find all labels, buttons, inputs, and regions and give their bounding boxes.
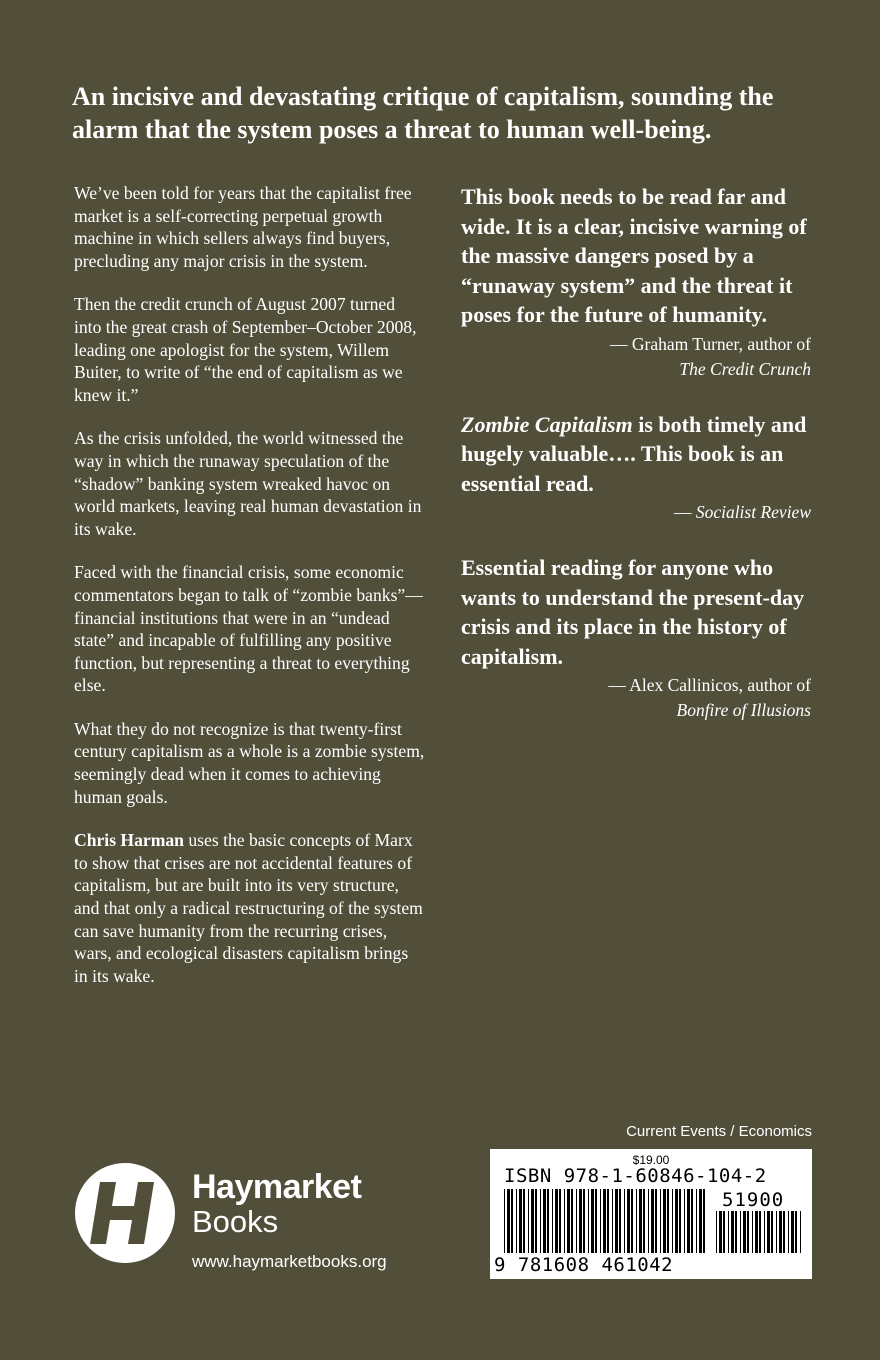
attribution-work: The Credit Crunch bbox=[679, 358, 811, 379]
barcode-bar bbox=[791, 1211, 794, 1253]
barcode-bar bbox=[595, 1189, 597, 1253]
barcode-bar bbox=[624, 1189, 625, 1253]
barcode-bar bbox=[504, 1189, 505, 1253]
barcode-bar bbox=[667, 1189, 669, 1253]
barcode-bar bbox=[776, 1211, 777, 1253]
paragraph-text: uses the basic concepts of Marx to show that crises are not accidental features of capitalism, but are built into its very structure, and that only a radical restructuring of the system can save humanity from the recurring crises, wars, and ecological disasters capitalism brings in its wake. bbox=[74, 830, 423, 986]
barcode-bars bbox=[504, 1189, 708, 1253]
publisher-sub: Books bbox=[192, 1204, 279, 1239]
book-title: Zombie Capitalism bbox=[461, 411, 633, 437]
blurb bbox=[461, 410, 811, 526]
paragraph bbox=[74, 829, 426, 987]
barcode-bar bbox=[543, 1189, 546, 1253]
blurb-attribution bbox=[461, 500, 811, 525]
barcode-bar bbox=[555, 1189, 558, 1253]
barcode-bar bbox=[728, 1211, 729, 1253]
barcode-bar bbox=[687, 1189, 690, 1253]
barcode-bar bbox=[663, 1189, 666, 1253]
barcode-bar bbox=[691, 1189, 693, 1253]
barcode-bar bbox=[800, 1211, 801, 1253]
barcode-bar bbox=[627, 1189, 630, 1253]
blurb-attribution bbox=[461, 332, 811, 382]
barcode-bar bbox=[507, 1189, 510, 1253]
headline: An incisive and devastating critique of capitalism, sounding the alarm that the system poses a threat to human well-being. bbox=[72, 82, 774, 144]
barcode-bar bbox=[511, 1189, 513, 1253]
barcode-bar bbox=[591, 1189, 594, 1253]
barcode-bar bbox=[531, 1189, 534, 1253]
barcode-bar bbox=[576, 1189, 577, 1253]
barcode-bar bbox=[636, 1189, 637, 1253]
barcode-bar bbox=[716, 1211, 717, 1253]
category-label: Current Events / Economics bbox=[626, 1123, 812, 1140]
barcode-bar bbox=[783, 1211, 785, 1253]
barcode-bar bbox=[540, 1189, 541, 1253]
price: $19.00 bbox=[632, 1153, 670, 1167]
attribution-work: Socialist Review bbox=[695, 502, 811, 522]
barcode-bar bbox=[684, 1189, 685, 1253]
barcode-bar bbox=[679, 1189, 681, 1253]
barcode-bar bbox=[535, 1189, 537, 1253]
barcode-bar bbox=[643, 1189, 645, 1253]
barcode-bar bbox=[740, 1211, 741, 1253]
barcode-bar bbox=[583, 1189, 585, 1253]
ean5-bars bbox=[716, 1211, 804, 1253]
attribution-author: — Alex Callinicos, author of bbox=[608, 675, 811, 695]
blurbs bbox=[461, 182, 811, 751]
barcode-bar bbox=[755, 1211, 758, 1253]
barcode-bar bbox=[607, 1189, 609, 1253]
barcode-bar bbox=[779, 1211, 782, 1253]
barcode-bar bbox=[764, 1211, 765, 1253]
barcode-bar bbox=[719, 1211, 722, 1253]
paragraph: We’ve been told for years that the capitalist free market is a self-correcting perpetual growth machine in which sellers always find buyers, precluding any major crisis in the system. bbox=[74, 183, 412, 271]
publisher-name: Haymarket bbox=[192, 1168, 362, 1206]
barcode-bar bbox=[735, 1211, 737, 1253]
barcode-bar bbox=[788, 1211, 789, 1253]
barcode-bar bbox=[696, 1189, 697, 1253]
blurb-quote: This book needs to be read far and wide. It is a clear, incisive warning of the massive dangers posed by a “runaway system” and the threat it poses for the future of humanity. bbox=[461, 184, 807, 327]
barcode-bar bbox=[651, 1189, 654, 1253]
attribution-dash: — bbox=[673, 502, 696, 522]
barcode-bar bbox=[519, 1189, 522, 1253]
barcode-bar bbox=[619, 1189, 621, 1253]
barcode-bar bbox=[648, 1189, 649, 1253]
author-name: Chris Harman bbox=[74, 830, 184, 851]
barcode bbox=[490, 1149, 812, 1279]
ean-number: 9 781608 461042 bbox=[494, 1254, 674, 1276]
barcode-bar bbox=[731, 1211, 734, 1253]
barcode-bar bbox=[672, 1189, 673, 1253]
quote-text: is both timely and hugely valuable…. This book is an essential read. bbox=[461, 411, 807, 496]
publisher-website[interactable]: www.haymarketbooks.org bbox=[192, 1252, 387, 1271]
barcode-bar bbox=[747, 1211, 749, 1253]
barcode-bar bbox=[703, 1189, 705, 1253]
paragraph: Faced with the financial crisis, some economic commentators began to talk of “zombie banks”—financial institutions that were in an “undead state” and incapable of fulfilling any positive function, but representing a threat to everything else. bbox=[74, 562, 423, 696]
barcode-bar bbox=[567, 1189, 570, 1253]
ean5-number: 51900 bbox=[722, 1189, 785, 1211]
barcode-bar bbox=[612, 1189, 613, 1253]
paragraph: What they do not recognize is that twenty-first century capitalism as a whole is a zombie system, seemingly dead when it comes to achieving human goals. bbox=[74, 718, 425, 807]
barcode-bar bbox=[600, 1189, 601, 1253]
barcode-bar bbox=[615, 1189, 618, 1253]
description bbox=[74, 182, 426, 1008]
barcode-bar bbox=[639, 1189, 642, 1253]
barcode-bar bbox=[564, 1189, 565, 1253]
blurb-attribution bbox=[461, 673, 811, 723]
barcode-bar bbox=[588, 1189, 589, 1253]
blurb bbox=[461, 553, 811, 723]
barcode-bar bbox=[675, 1189, 678, 1253]
barcode-bar bbox=[743, 1211, 746, 1253]
attribution-author: — Graham Turner, author of bbox=[609, 333, 811, 354]
barcode-bar bbox=[771, 1211, 773, 1253]
barcode-bar bbox=[655, 1189, 657, 1253]
barcode-bar bbox=[547, 1189, 549, 1253]
barcode-bar bbox=[579, 1189, 582, 1253]
barcode-bar bbox=[603, 1189, 606, 1253]
barcode-bar bbox=[523, 1189, 525, 1253]
blurb bbox=[461, 182, 811, 382]
barcode-bar bbox=[723, 1211, 725, 1253]
barcode-bar bbox=[759, 1211, 761, 1253]
barcode-bar bbox=[516, 1189, 517, 1253]
barcode-bar bbox=[767, 1211, 770, 1253]
blurb-quote bbox=[461, 410, 811, 499]
barcode-bar bbox=[552, 1189, 553, 1253]
blurb-quote: Essential reading for anyone who wants to understand the present-day crisis and its place in the history of capitalism. bbox=[461, 555, 805, 669]
barcode-bar bbox=[571, 1189, 573, 1253]
barcode-bar bbox=[795, 1211, 797, 1253]
barcode-bar bbox=[631, 1189, 633, 1253]
attribution-work: Bonfire of Illusions bbox=[676, 700, 811, 720]
barcode-bar bbox=[660, 1189, 661, 1253]
isbn-text: ISBN 978-1-60846-104-2 bbox=[504, 1165, 767, 1187]
paragraph: As the crisis unfolded, the world witnessed the way in which the runaway speculation of the “shadow” banking system wreaked havoc on world markets, leaving real human devastation in its wake. bbox=[74, 428, 422, 539]
haymarket-logo-icon bbox=[72, 1160, 178, 1266]
barcode-bar bbox=[559, 1189, 561, 1253]
barcode-bar bbox=[528, 1189, 529, 1253]
barcode-bar bbox=[699, 1189, 702, 1253]
paragraph: Then the credit crunch of August 2007 turned into the great crash of September–October 2008, leading one apologist for the system, Willem Buiter, to write of “the end of capitalism as we knew it.” bbox=[74, 294, 417, 405]
barcode-bar bbox=[752, 1211, 753, 1253]
